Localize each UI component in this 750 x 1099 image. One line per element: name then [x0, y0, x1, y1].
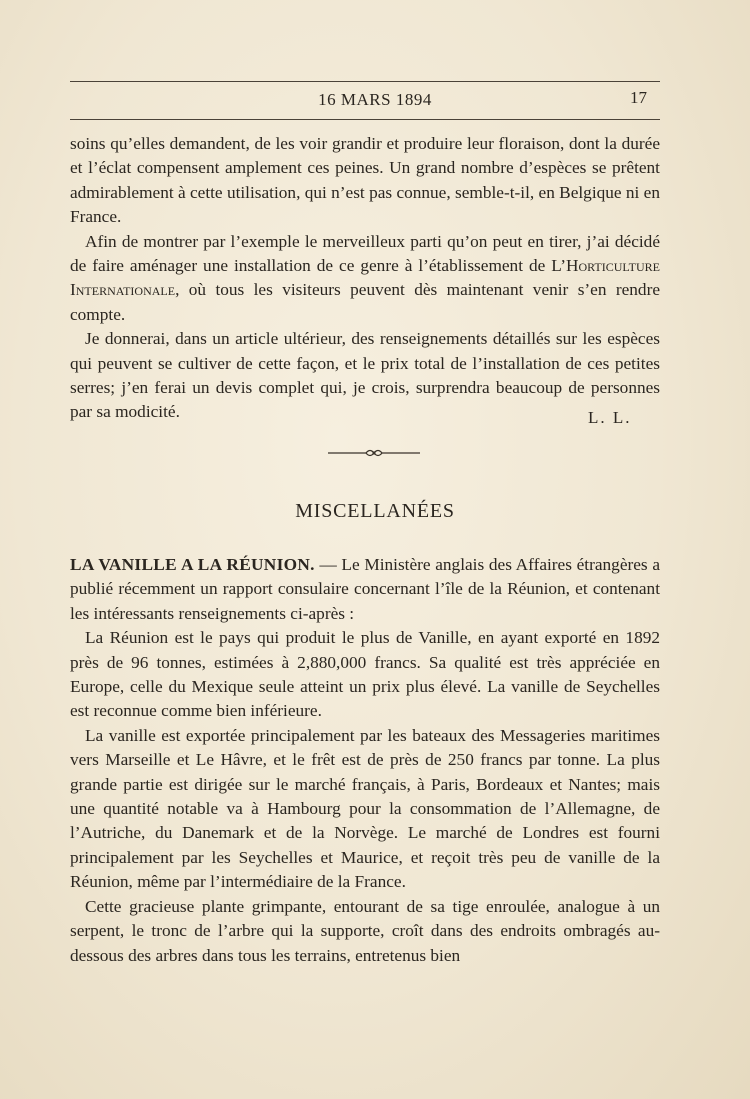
- paragraph: [70, 230, 660, 328]
- running-head: 16 MARS 1894: [318, 90, 432, 109]
- article-end-text: [70, 132, 660, 425]
- paragraph-text: , où tous les visiteurs peuvent dès maintenant venir s’en rendre compte.: [70, 280, 660, 324]
- paragraph: La Réunion est le pays qui produit le plus de Vanille, en ayant exporté en 1892 près de 96 tonnes, estimées à 2,880,000 francs. Sa qualité est très appréciée en Europe, celle du Mexique seule atteint un prix plus élevé. La vanille de Seychelles est reconnue comme bien inférieure.: [70, 628, 660, 721]
- page-number: 17: [630, 88, 647, 107]
- paragraph: Je donnerai, dans un article ultérieur, des renseignements détaillés sur les espèces qui peuvent se cultiver de cette façon, et le prix total de l’installation de ces petites serres; j’en ferai un devis complet qui, je crois, surprendra beaucoup de personnes par sa modicité.: [70, 329, 660, 422]
- header-rule-top: [70, 81, 660, 82]
- vanille-article: [70, 553, 660, 968]
- article-title: LA VANILLE A LA RÉUNION.: [70, 555, 315, 574]
- header-rule-bottom: [70, 119, 660, 120]
- institution-name: L’Horticulture Internationale: [70, 256, 660, 300]
- paragraph: soins qu’elles demandent, de les voir grandir et produire leur floraison, dont la durée et l’éclat compensent amplement ces peines. Un grand nombre d’espèces se prêtent admirablement à cette utilisation, qui n’est pas connue, semble-t-il, en Belgique ni en France.: [70, 134, 660, 227]
- paragraph: La vanille est exportée principalement par les bateaux des Messageries maritimes vers Marseille et Le Hâvre, et le frêt est de près de 250 francs par tonne. La plus grande partie est dirigée sur le marché français, à Paris, Bordeaux et Nantes; mais une quantité notable va à Hambourg pour la consommation de l’Allemagne, de l’Autriche, du Danemark et de la Norvège. Le marché de Londres est fourni principalement par les Seychelles et Maurice, et reçoit très peu de vanille de la Réunion, même par l’intermédiaire de la France.: [70, 725, 660, 892]
- paragraph-text: — Le Ministère anglais des Affaires étrangères a publié récemment un rapport consulaire concernant l’île de la Réunion, et contenant les intéressants renseignements ci-après :: [70, 555, 660, 623]
- paragraph: Cette gracieuse plante grimpante, entourant de sa tige enroulée, analogue à un serpent, le tronc de l’arbre qui la supporte, croît dans des endroits ombragés au-dessous des arbres dans tous les terrains, entretenus bien: [70, 896, 660, 965]
- paragraph-text: Afin de montrer par l’exemple le merveilleux parti qu’on peut en tirer, j’ai décidé de faire aménager une installation de ce genre à l’établissement de: [70, 231, 660, 276]
- paragraph: [70, 553, 660, 626]
- author-signature: L. L.: [588, 408, 632, 427]
- section-title: MISCELLANÉES: [295, 500, 455, 522]
- divider-ornament: [328, 446, 420, 460]
